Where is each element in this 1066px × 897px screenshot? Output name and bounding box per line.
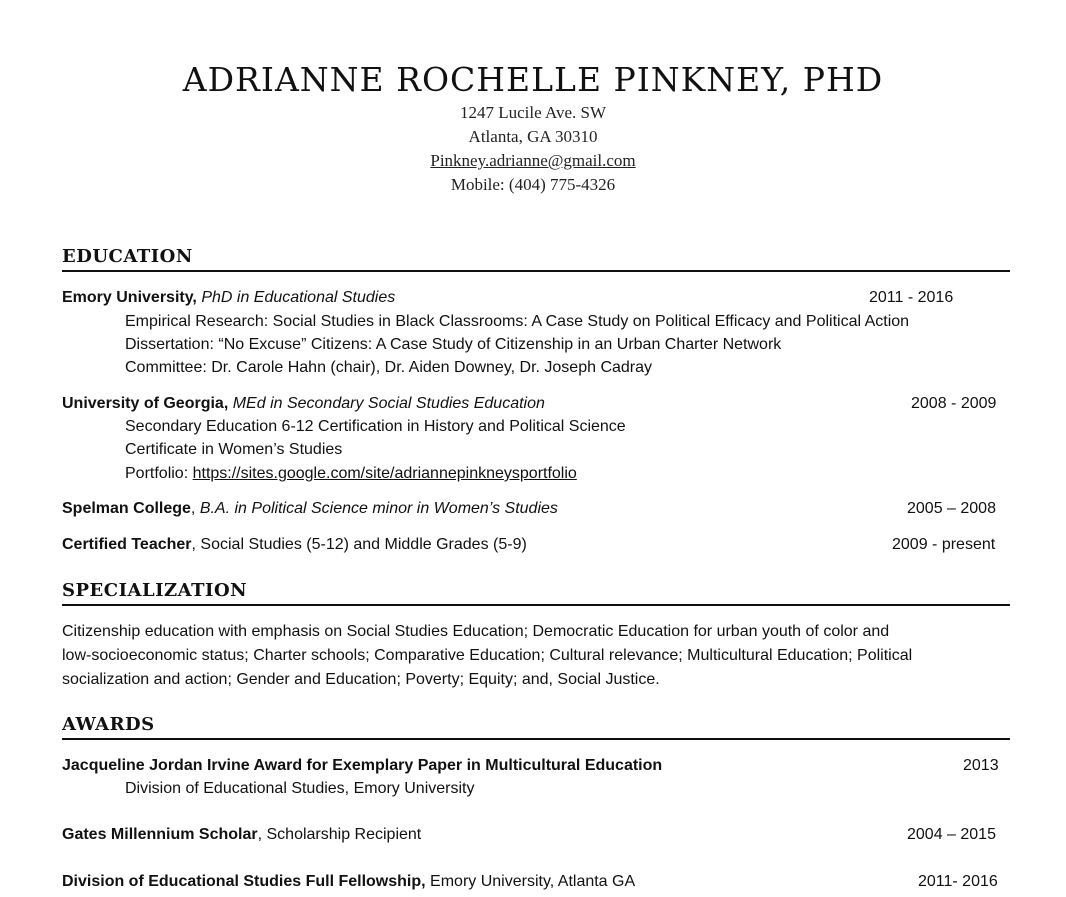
specialization-line: low-socioeconomic status; Charter schools; Comparative Education; Cultural relevance; Multicultural Education; Political — [62, 647, 913, 664]
spelman-school: Spelman College — [62, 500, 191, 517]
emory-degree: PhD in Educational Studies — [201, 289, 396, 306]
uga-school: University of Georgia, — [62, 395, 229, 412]
gates-award-name: Gates Millennium Scholar — [62, 826, 258, 843]
fellowship-award-desc: Emory University, Atlanta GA — [425, 873, 636, 890]
certified-dates: 2009 - present — [892, 536, 996, 553]
resume-name: ADRIANNE ROCHELLE PINKNEY, PHD — [182, 60, 884, 99]
education-divider — [62, 270, 1010, 272]
spelman-degree: B.A. in Political Science minor in Women’s Studies — [199, 500, 558, 517]
emory-school: Emory University, — [62, 289, 197, 306]
fellowship-award-name: Division of Educational Studies Full Fellowship, — [62, 873, 426, 890]
certified-desc: , Social Studies (5-12) and Middle Grades (5-9) — [191, 536, 527, 553]
certified-teacher-entry — [62, 536, 527, 554]
specialization-divider — [62, 604, 1010, 606]
portfolio-link[interactable]: https://sites.google.com/site/adriannepinkneysportfolio — [192, 465, 577, 482]
emory-detail: Committee: Dr. Carole Hahn (chair), Dr. Aiden Downey, Dr. Joseph Cadray — [125, 359, 653, 376]
education-heading: EDUCATION — [62, 246, 193, 267]
awards-divider — [62, 738, 1010, 740]
emory-detail: Empirical Research: Social Studies in Black Classrooms: A Case Study on Political Efficacy and Political Action — [125, 313, 910, 330]
portfolio-label: Portfolio: — [125, 465, 193, 482]
gates-award-years: 2004 – 2015 — [907, 826, 996, 843]
uga-degree: MEd in Secondary Social Studies Education — [232, 395, 545, 412]
emory-detail: Dissertation: “No Excuse” Citizens: A Case Study of Citizenship in an Urban Charter Network — [125, 336, 782, 353]
awards-heading: AWARDS — [62, 714, 155, 735]
fellowship-award-entry — [62, 873, 635, 891]
address-line-1: 1247 Lucile Ave. SW — [459, 103, 607, 122]
spelman-separator: , — [190, 500, 200, 517]
irvine-award-year: 2013 — [963, 757, 999, 774]
uga-dates: 2008 - 2009 — [911, 395, 997, 412]
specialization-paragraph — [62, 620, 1012, 692]
irvine-award-name: Jacqueline Jordan Irvine Award for Exemplary Paper in Multicultural Education — [62, 757, 663, 774]
address-line-2: Atlanta, GA 30310 — [468, 127, 598, 146]
specialization-line: Citizenship education with emphasis on Social Studies Education; Democratic Education for urban youth of color and — [62, 623, 890, 640]
gates-award-desc: , Scholarship Recipient — [257, 826, 422, 843]
email-row — [0, 151, 1066, 171]
certified-label: Certified Teacher — [62, 536, 192, 553]
email-link[interactable]: Pinkney.adrianne@gmail.com — [430, 151, 636, 170]
emory-dates: 2011 - 2016 — [869, 289, 954, 306]
gates-award-entry — [62, 826, 421, 844]
phone-number: Mobile: (404) 775-4326 — [450, 175, 616, 194]
fellowship-award-years: 2011- 2016 — [918, 873, 998, 890]
spelman-dates: 2005 – 2008 — [907, 500, 996, 517]
portfolio-row — [125, 465, 577, 483]
spelman-entry-title — [62, 500, 558, 518]
uga-detail: Certificate in Women’s Studies — [125, 441, 343, 458]
irvine-award-detail: Division of Educational Studies, Emory University — [125, 780, 475, 797]
uga-detail: Secondary Education 6-12 Certification in History and Political Science — [125, 418, 626, 435]
specialization-line: socialization and action; Gender and Education; Poverty; Equity; and, Social Justice. — [62, 671, 660, 688]
uga-entry-title — [62, 395, 545, 413]
specialization-heading: SPECIALIZATION — [62, 580, 248, 601]
emory-entry-title — [62, 289, 395, 307]
